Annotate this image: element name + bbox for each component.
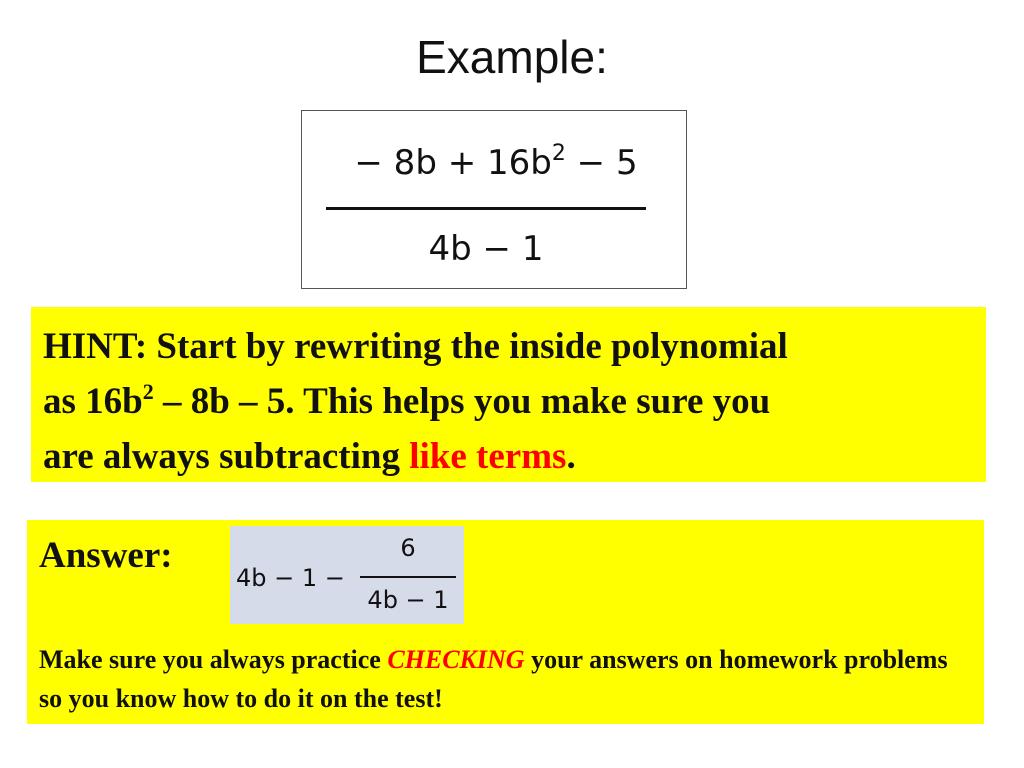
numerator-suffix: − 5 [565, 143, 638, 183]
problem-numerator [326, 141, 666, 183]
hint-line-1: HINT: Start by rewriting the inside polynomial [43, 326, 788, 367]
answer-expression-lead: 4b − 1 − [236, 564, 345, 592]
answer-box [27, 520, 984, 724]
hint-box [31, 307, 986, 482]
answer-note [39, 640, 969, 718]
problem-expression-box [301, 110, 687, 289]
answer-fraction-bar [360, 576, 456, 578]
answer-expression [230, 526, 464, 624]
hint-line-3-suffix: . [566, 436, 576, 477]
numerator-exponent: 2 [551, 141, 566, 166]
hint-line-3-prefix: are always subtracting [43, 436, 410, 477]
hint-line-2 [43, 374, 974, 429]
problem-denominator: 4b − 1 [428, 229, 544, 269]
fraction-bar [326, 207, 646, 210]
slide-title: Example: [416, 31, 608, 83]
like-terms-highlight: like terms [409, 436, 567, 477]
numerator-prefix: − 8b + 16b [354, 143, 552, 183]
hint-exponent: 2 [142, 379, 154, 404]
answer-note-suffix: your answers on homework problems so you know how to do it on the test! [39, 645, 948, 713]
answer-fraction-numerator: 6 [400, 534, 416, 562]
hint-line-3 [43, 429, 974, 484]
answer-fraction-denominator: 4b − 1 [367, 586, 449, 614]
answer-label: Answer: [39, 535, 173, 576]
hint-line-2-suffix: – 8b – 5. This helps you make sure you [153, 381, 771, 422]
checking-emphasis: CHECKING [387, 645, 525, 674]
answer-note-prefix: Make sure you always practice [39, 645, 388, 674]
hint-line-2-prefix: as 16b [43, 381, 143, 422]
